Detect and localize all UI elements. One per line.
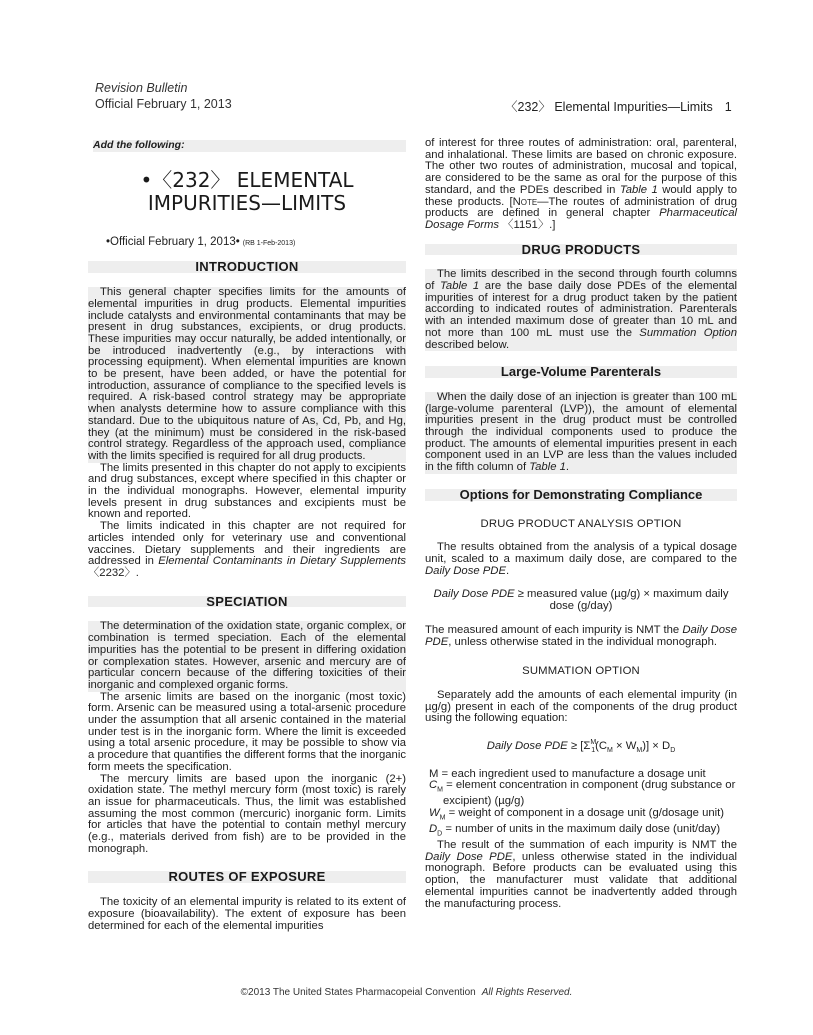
dd-text: = number of units in the maximum daily dose (unit/day): [442, 823, 721, 836]
note-label: Note: [512, 195, 538, 208]
analysis-p1-text: The results obtained from the analysis of a typical dosage unit, scaled to a maximum daily dose, are compared to the: [425, 541, 737, 565]
analysis-paragraph-2: [425, 625, 737, 648]
sum-eq-close: )] × D: [642, 739, 671, 752]
lvp-heading: Large-Volume Parenterals: [425, 366, 737, 378]
routes-cont-mid: would apply to these products. [: [425, 183, 737, 208]
dosage-forms-ref: Pharmaceutical Dosage Forms: [425, 207, 737, 231]
dp-end: described below.: [425, 338, 510, 351]
analysis-p1-term: Daily Dose PDE: [425, 564, 506, 577]
analysis-p2-text: The measured amount of each impurity is NMT the: [425, 623, 683, 636]
rights-text: All Rights Reserved.: [481, 987, 573, 998]
copyright-text: ©2013 The United States Pharmacopeial Convention: [240, 987, 476, 998]
official-date: Official February 1, 2013: [95, 97, 232, 111]
wm-var: W: [429, 807, 440, 820]
routes-cont-text: of interest for three routes of administration: oral, parenteral, and inhalational. These limits are based on chronic exposure. The other two routes of administration, mucosal and topical, are considered to be the same as oral for the purpose of this standard, and the PDEs described in: [425, 137, 737, 196]
analysis-p2-term: Daily Dose PDE: [425, 623, 737, 648]
right-column: [425, 138, 737, 910]
dp-mid: are the base daily dose PDEs of the elemental impurities of interest for a drug product taken by the patient according to indicated routes of administration. Parenterals with an intended maximum dose of greater than 10 mL and not more than 100 mL must use the: [425, 280, 737, 339]
introduction-paragraph-1: This general chapter specifies limits for the amounts of elemental impurities in drug products. Elemental impurities include catalysts and environmental contaminants that may be present in drug substances, excipients, or drug products. These impurities may occur naturally, be added intentionally, or be introduced inadvertently (e.g., by interactions with processing equipment). When elemental impurities are known to be present, have been added, or have the potential for introduction, assurance of compliance to the specified levels is required. A risk-based control strategy may be appropriate when analysts determine how to assure compliance with this standard. Due to the ubiquitous nature of As, Cd, Pb, and Hg, they (at the minimum) must be considered in the risk-based control strategy. Regardless of the approach used, compliance with the limits specified is required for all drug products.: [88, 286, 406, 462]
running-header: [505, 97, 732, 115]
sum-eq-x: × W: [612, 739, 637, 752]
speciation-paragraph-1: The determination of the oxidation state, organic complex, or combination is termed speciation. Each of the elemental impurities has the potential to be present in differing oxidation or complexation states. However, arsenic and mercury are of particular concern because of the differing toxicities of their inorganic and complexed organic forms.: [88, 620, 406, 691]
wm-text: = weight of component in a dosage unit (g/dosage unit): [445, 807, 725, 820]
summation-option-heading: SUMMATION OPTION: [522, 665, 640, 678]
dp-text: The limits described in the second through fourth columns of: [425, 268, 737, 293]
speciation-paragraph-3: The mercury limits are based upon the inorganic (2+) oxidation state. The methyl mercury form (most toxic) is rarely an issue for pharmaceuticals. Thus, the limit was established assuming the most common (mercuric) inorganic form. Limits for articles that have the potential to contain methyl mercury (e.g., materials derived from fish) are to be provided in the monograph.: [88, 772, 406, 855]
definition-cm: [429, 780, 737, 808]
lvp-table-ref: Table 1: [529, 461, 566, 474]
lvp-text: When the daily dose of an injection is greater than 100 mL (large-volume parenteral (LVP)), the amount of elemental impurities present in the drug product must be controlled through the individual components used to produce the product. The amounts of elemental impurities present in each component used in an LVP are less than the values included in the fifth column of: [425, 390, 737, 474]
dd-sub: D: [437, 830, 443, 838]
definition-m: M = each ingredient used to manufacture a dosage unit: [429, 767, 706, 780]
drug-products-paragraph: [425, 269, 737, 351]
sum-eq-wm: M: [636, 747, 643, 755]
sum-eq-d: D: [670, 747, 676, 755]
summation-paragraph-2: [425, 840, 737, 910]
analysis-option-heading: DRUG PRODUCT ANALYSIS OPTION: [480, 517, 682, 530]
speciation-paragraph-2: The arsenic limits are based on the inorganic (most toxic) form. Arsenic can be measured using a total-arsenic procedure under the assumption that all arsenic contained in the material under test is in the inorganic form. Where the limit is exceeded using a total arsenic procedure, it may be possible to show via a procedure that quantifies the different forms that the inorganic form meets the specification.: [88, 690, 406, 773]
analysis-p2-end: , unless otherwise stated in the individual monograph.: [448, 635, 718, 648]
sum-eq-inner: (C: [595, 739, 608, 752]
dietary-supplements-ref: Elemental Contaminants in Dietary Supplements: [158, 555, 406, 568]
introduction-heading: INTRODUCTION: [88, 261, 406, 273]
definition-dd: [429, 824, 737, 840]
sum-p2-term: Daily Dose PDE: [425, 850, 513, 863]
analysis-p1-end: .: [506, 564, 510, 577]
introduction-paragraph-3: [88, 521, 406, 580]
analysis-equation: [425, 589, 737, 612]
variable-definitions: [425, 769, 737, 840]
dd-var: D: [429, 823, 438, 836]
official-text: •Official February 1, 2013•: [106, 235, 240, 248]
routes-cont-mid2: —The routes of administration of drug products are defined in general chapter: [425, 195, 737, 220]
left-column: [88, 138, 406, 932]
sum-eq-cm: M: [607, 747, 613, 755]
analysis-paragraph-1: [425, 542, 737, 577]
cm-sub: M: [437, 786, 444, 794]
routes-heading: ROUTES OF EXPOSURE: [88, 871, 406, 883]
intro-p3-text: The limits indicated in this chapter are not required for articles intended only for veterinary use and conventional vaccines. Dietary supplements and their ingredients are addressed in: [88, 520, 406, 568]
routes-cont-end: 〈1151〉.]: [499, 218, 556, 231]
analysis-eq-term: Daily Dose PDE: [433, 588, 515, 601]
lvp-paragraph: [425, 392, 737, 474]
summation-equation: [425, 737, 737, 757]
official-line: [106, 237, 406, 250]
lvp-end: .: [565, 461, 570, 474]
drug-products-heading: DRUG PRODUCTS: [425, 244, 737, 256]
sum-p2-end: , unless otherwise stated in the individual monograph. Before products can be evaluated using this option, the manufacturer must validate that additional elemental impurities cannot be inadvertently added through the manufacturing process.: [425, 850, 737, 910]
routes-continued: [425, 138, 737, 232]
routes-paragraph-1: The toxicity of an elemental impurity is related to its extent of exposure (bioavailability). The extent of exposure has been determined for each of the elemental impurities: [88, 896, 406, 932]
speciation-heading: SPECIATION: [88, 596, 406, 608]
sum-p2-text: The result of the summation of each impurity is NMT the: [437, 839, 737, 851]
dp-table-ref: Table 1: [440, 280, 480, 293]
page-footer: [0, 987, 813, 998]
bulletin-header: [95, 80, 232, 112]
revision-ref: (RB 1-Feb-2013): [242, 239, 296, 247]
bulletin-label: Revision Bulletin: [95, 81, 188, 95]
summation-option-ref: Summation Option: [639, 326, 737, 339]
intro-p3-end: 〈2232〉.: [88, 566, 139, 579]
running-title: 〈232〉 Elemental Impurities—Limits: [505, 100, 713, 114]
cm-text: = element concentration in component (drug substance or excipient) (µg/g): [443, 779, 736, 808]
analysis-eq-rest: ≥ measured value (µg/g) × maximum daily dose (g/day): [514, 588, 729, 613]
page-number: 1: [724, 100, 732, 114]
sum-eq-term: Daily Dose PDE: [486, 739, 568, 752]
cm-var: C: [429, 779, 438, 792]
sum-eq-sup: M: [590, 739, 597, 747]
definition-wm: [429, 808, 737, 824]
sum-eq-rest: ≥ [Σ: [567, 739, 591, 752]
wm-sub: M: [439, 814, 446, 822]
options-heading: Options for Demonstrating Compliance: [425, 489, 737, 501]
summation-paragraph-1: Separately add the amounts of each elemental impurity (in µg/g) present in each of the components of the drug product using the following equation:: [425, 688, 737, 725]
introduction-paragraph-2: The limits presented in this chapter do not apply to excipients and drug substances, except where specified in this chapter or in the individual monographs. However, elemental impurity levels present in drug substances and excipients must be known and reported.: [88, 461, 406, 521]
sum-eq-sub: 1: [591, 747, 596, 755]
chapter-title: •〈232〉 ELEMENTAL IMPURITIES—LIMITS: [140, 167, 354, 215]
add-following-label: Add the following:: [93, 140, 406, 152]
table-1-ref: Table 1: [619, 183, 658, 196]
